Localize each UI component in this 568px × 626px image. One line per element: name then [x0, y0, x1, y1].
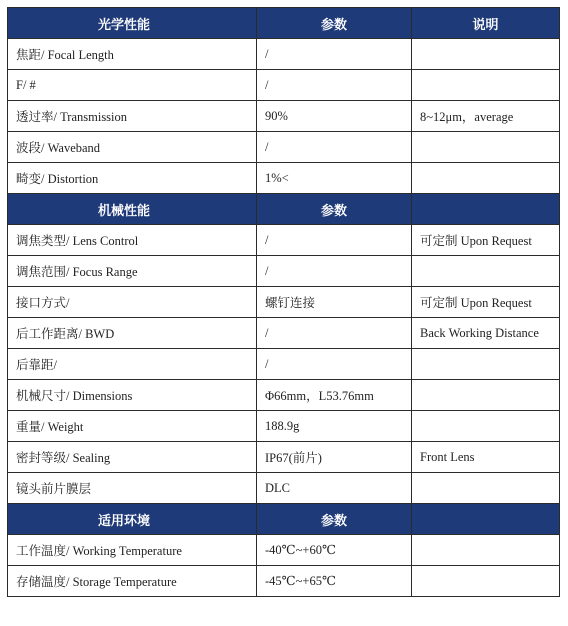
row-note: 可定制 Upon Request — [412, 287, 560, 318]
header-notes — [412, 504, 560, 535]
row-name: 调焦范围/ Focus Range — [8, 256, 257, 287]
table-row — [8, 70, 560, 101]
row-note — [412, 70, 560, 101]
row-note — [412, 380, 560, 411]
row-value: / — [257, 318, 412, 349]
header-category: 适用环境 — [8, 504, 257, 535]
table-row — [8, 163, 560, 194]
row-value: 1%< — [257, 163, 412, 194]
header-notes: 说明 — [412, 8, 560, 39]
table-row — [8, 101, 560, 132]
row-name: 后工作距离/ BWD — [8, 318, 257, 349]
table-row — [8, 39, 560, 70]
header-params: 参数 — [257, 8, 412, 39]
table-row — [8, 535, 560, 566]
row-note: 8~12μm，average — [412, 101, 560, 132]
row-value: Φ66mm，L53.76mm — [257, 380, 412, 411]
row-value: 90% — [257, 101, 412, 132]
row-name: 机械尺寸/ Dimensions — [8, 380, 257, 411]
spec-table — [7, 7, 560, 597]
table-row — [8, 411, 560, 442]
row-value: DLC — [257, 473, 412, 504]
section-header-environment — [8, 504, 560, 535]
row-note — [412, 473, 560, 504]
row-value: / — [257, 225, 412, 256]
row-value: -40℃~+60℃ — [257, 535, 412, 566]
row-value: / — [257, 70, 412, 101]
table-row — [8, 473, 560, 504]
row-name: 密封等级/ Sealing — [8, 442, 257, 473]
table-row — [8, 349, 560, 380]
table-row — [8, 380, 560, 411]
row-note: Back Working Distance — [412, 318, 560, 349]
row-name: 透过率/ Transmission — [8, 101, 257, 132]
header-notes — [412, 194, 560, 225]
row-value: -45℃~+65℃ — [257, 566, 412, 597]
header-category: 光学性能 — [8, 8, 257, 39]
row-name: 接口方式/ — [8, 287, 257, 318]
section-header-optical — [8, 8, 560, 39]
table-row — [8, 132, 560, 163]
table-row — [8, 225, 560, 256]
row-note — [412, 163, 560, 194]
row-note — [412, 349, 560, 380]
table-row — [8, 287, 560, 318]
row-name: 镜头前片膜层 — [8, 473, 257, 504]
header-category: 机械性能 — [8, 194, 257, 225]
header-params: 参数 — [257, 194, 412, 225]
row-name: 工作温度/ Working Temperature — [8, 535, 257, 566]
table-row — [8, 442, 560, 473]
row-name: 波段/ Waveband — [8, 132, 257, 163]
row-name: 畸变/ Distortion — [8, 163, 257, 194]
row-value: / — [257, 132, 412, 163]
table-row — [8, 256, 560, 287]
row-note — [412, 256, 560, 287]
section-header-mechanical — [8, 194, 560, 225]
row-note — [412, 132, 560, 163]
row-name: 重量/ Weight — [8, 411, 257, 442]
row-name: 调焦类型/ Lens Control — [8, 225, 257, 256]
row-name: 后靠距/ — [8, 349, 257, 380]
header-params: 参数 — [257, 504, 412, 535]
row-name: F/ # — [8, 70, 257, 101]
row-note: 可定制 Upon Request — [412, 225, 560, 256]
row-name: 存储温度/ Storage Temperature — [8, 566, 257, 597]
row-value: / — [257, 39, 412, 70]
row-note — [412, 39, 560, 70]
row-note — [412, 535, 560, 566]
row-value: / — [257, 349, 412, 380]
row-note — [412, 566, 560, 597]
row-value: 螺钉连接 — [257, 287, 412, 318]
row-note — [412, 411, 560, 442]
row-value: IP67(前片) — [257, 442, 412, 473]
row-name: 焦距/ Focal Length — [8, 39, 257, 70]
row-value: 188.9g — [257, 411, 412, 442]
table-row — [8, 566, 560, 597]
table-row — [8, 318, 560, 349]
row-note: Front Lens — [412, 442, 560, 473]
row-value: / — [257, 256, 412, 287]
